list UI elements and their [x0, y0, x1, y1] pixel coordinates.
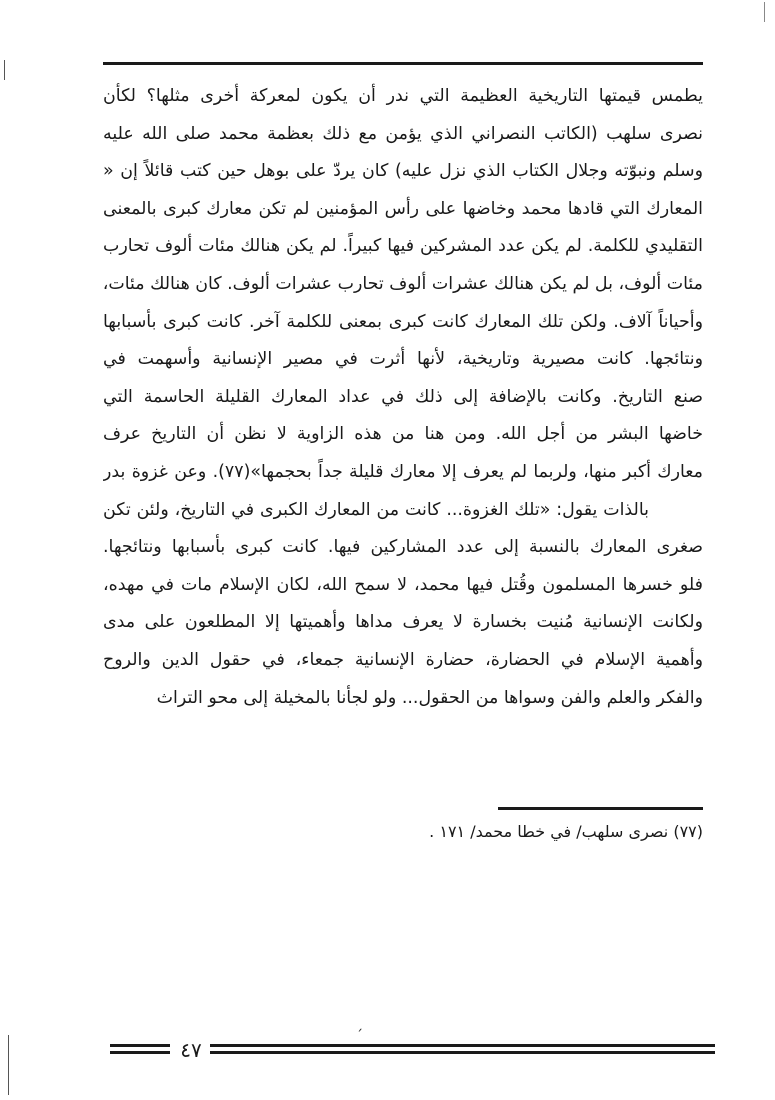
text-line: بالذات يقول: «تلك الغزوة... كانت من المعارك الكبرى في التاريخ، ولئن تكن [103, 499, 649, 520]
scan-mark [8, 1035, 9, 1095]
footnote: (٧٧) نصرى سلهب/ في خطا محمد/ ١٧١ . [429, 822, 703, 841]
text-line: خاضها البشر من أجل الله. ومن هنا من هذه الزاوية لا نظن أن التاريخ عرف [103, 424, 703, 445]
footer-rule [210, 1051, 715, 1054]
text-line: المعارك التي قادها محمد وخاضها على رأس المؤمنين لم تكن معارك كبرى بالمعنى [103, 198, 703, 219]
text-line: يطمس قيمتها التاريخية العظيمة التي ندر أن يكون لمعركة أخرى مثلها؟ لكأن [103, 86, 703, 106]
scan-mark: ˏ [356, 1016, 363, 1032]
text-line: وأهمية الإسلام في الحضارة، حضارة الإنسانية جمعاء، في حقول الدين والروح [103, 649, 703, 670]
text-line: مئات ألوف، بل لم يكن هنالك عشرات ألوف تحارب عشرات ألوف. كان هنالك مئات، [103, 273, 703, 294]
footnote-rule [498, 807, 703, 810]
body-text [103, 78, 703, 717]
text-line: ونتائجها. كانت مصيرية وتاريخية، لأنها أثرت في مصير الإنسانية وأسهمت في [103, 349, 703, 370]
text-line: ولكانت الإنسانية مُنيت بخسارة لا يعرف مداها وأهميتها إلا المطلعون على مدى [103, 612, 703, 633]
text-line: معارك أكبر منها، ولربما لم يعرف إلا معارك قليلة جداً بحجمها»(٧٧). وعن غزوة بدر [103, 461, 703, 482]
text-line: وأحياناً آلاف. ولكن تلك المعارك كانت كبرى بمعنى للكلمة آخر. كانت كبرى بأسبابها [103, 311, 703, 332]
text-line: نصرى سلهب (الكاتب النصراني الذي يؤمن مع ذلك بعظمة محمد صلى الله عليه [103, 123, 703, 144]
scan-mark [764, 2, 765, 22]
text-line: وسلم ونبوّته وجلال الكتاب الذي نزل عليه) كان يردّ على بوهل حين كتب قائلاً إن « [103, 161, 703, 182]
text-line: فلو خسرها المسلمون وقُتل فيها محمد، لا سمح الله، لكان الإسلام مات في مهده، [103, 574, 703, 595]
text-line: التقليدي للكلمة. لم يكن عدد المشركين فيها كبيراً. لم يكن هنالك مئات ألوف تحارب [103, 236, 703, 257]
footer-rule [110, 1051, 170, 1054]
footer-rule [210, 1044, 715, 1047]
page-footer [110, 1036, 715, 1066]
footer-rule [110, 1044, 170, 1047]
text-line: صنع التاريخ. وكانت بالإضافة إلى ذلك في عداد المعارك القليلة الحاسمة التي [103, 386, 703, 407]
text-line: صغرى المعارك بالنسبة إلى عدد المشاركين فيها. كانت كبرى بأسبابها ونتائجها. [103, 537, 703, 558]
scan-mark [4, 60, 5, 80]
text-line: والفكر والعلم والفن وسواها من الحقول... ولو لجأنا بالمخيلة إلى محو التراث [156, 687, 703, 708]
header-rule [103, 62, 703, 65]
page-number: ٤٧ [180, 1038, 202, 1062]
